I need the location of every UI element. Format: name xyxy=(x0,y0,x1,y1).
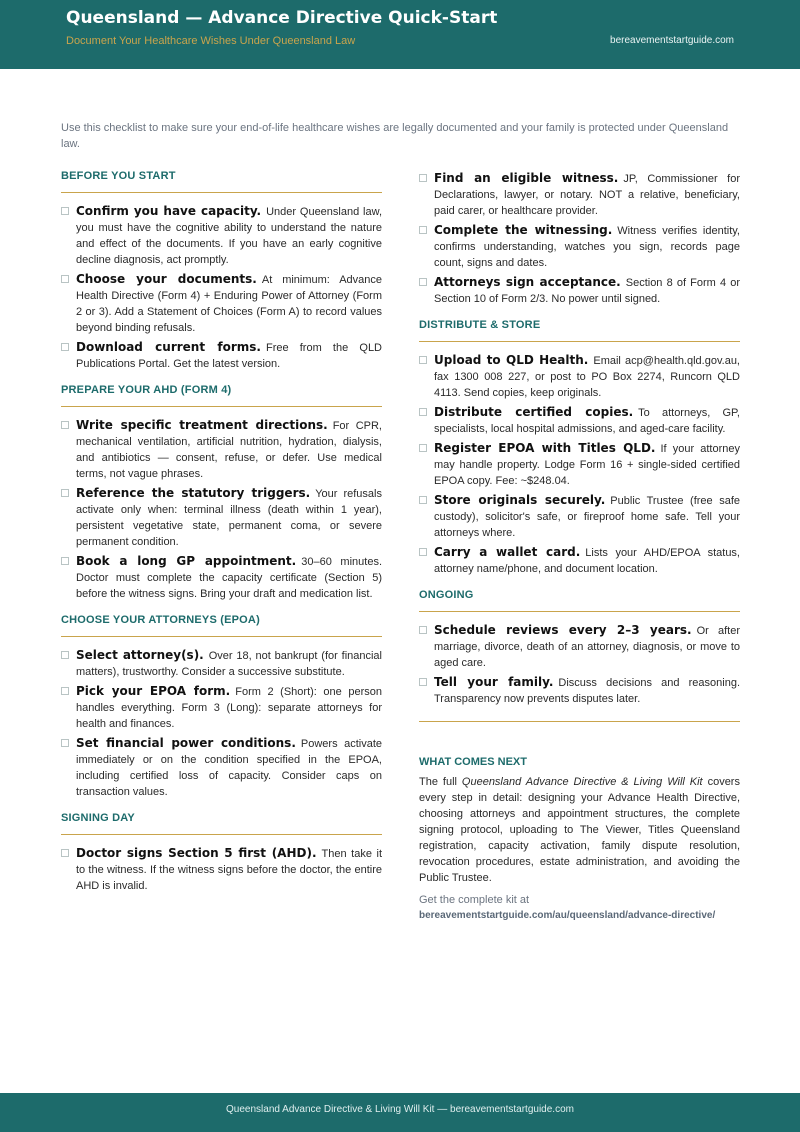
item-text: Under Queensland law, you must have the cognitive ability to understand the nature and effect of the documents. If you have an early cognitive decline diagnosis, act promptly. xyxy=(76,206,382,266)
checklist-item xyxy=(419,170,740,219)
checklist-item xyxy=(61,417,382,482)
checklist-item xyxy=(419,492,740,541)
checklist-item xyxy=(419,404,740,437)
checklist-item xyxy=(419,674,740,707)
kit-title: Queensland Advance Directive & Living Will Kit xyxy=(461,776,703,788)
item-text: If your attorney may handle property. Lodge Form 16 + single-sided certified EPOA copy. Fee: ~$248.04. xyxy=(434,443,740,487)
page-subtitle: Document Your Healthcare Wishes Under Queensland Law xyxy=(66,35,356,47)
checklist xyxy=(61,647,382,800)
checkbox[interactable] xyxy=(419,408,427,416)
checklist xyxy=(61,417,382,602)
item-title: Carry a wallet card. xyxy=(434,545,581,559)
checkbox[interactable] xyxy=(61,275,69,283)
page-title: Queensland — Advance Directive Quick-Start xyxy=(66,8,498,28)
checkbox[interactable] xyxy=(61,489,69,497)
checklist xyxy=(61,203,382,372)
item-title: Select attorney(s). xyxy=(76,648,204,662)
section-heading: CHOOSE YOUR ATTORNEYS (EPOA) xyxy=(61,614,382,637)
checklist xyxy=(419,352,740,577)
item-title: Doctor signs Section 5 first (AHD). xyxy=(76,846,317,860)
item-title: Upload to QLD Health. xyxy=(434,353,589,367)
item-text: Form 2 (Short): one person handles everything. Form 3 (Long): separate attorneys for health and finances. xyxy=(76,686,382,730)
intro-text: Use this checklist to make sure your end-of-life healthcare wishes are legally documented and your family is protected under Queensland law. xyxy=(61,122,729,150)
item-title: Write specific treatment directions. xyxy=(76,418,328,432)
checkbox[interactable] xyxy=(61,207,69,215)
checklist-item xyxy=(419,274,740,307)
section-heading: PREPARE YOUR AHD (FORM 4) xyxy=(61,384,382,407)
left-column xyxy=(61,170,382,897)
page-header xyxy=(0,0,800,69)
page-footer: Queensland Advance Directive & Living Will Kit — bereavementstartguide.com xyxy=(0,1093,800,1132)
checkbox[interactable] xyxy=(61,651,69,659)
checklist-item xyxy=(61,339,382,372)
item-title: Reference the statutory triggers. xyxy=(76,486,311,500)
item-title: Attorneys sign acceptance. xyxy=(434,275,621,289)
item-title: Download current forms. xyxy=(76,340,261,354)
checklist-item xyxy=(419,352,740,401)
item-title: Tell your family. xyxy=(434,675,554,689)
checkbox[interactable] xyxy=(61,343,69,351)
section-divider xyxy=(419,721,740,722)
checklist-item xyxy=(61,271,382,336)
right-column xyxy=(419,170,740,924)
item-text: Over 18, not bankrupt (for financial matters), trustworthy. Consider a successive substitute. xyxy=(76,650,382,678)
item-text: Email acp@health.qld.gov.au, fax 1300 008 227, or post to PO Box 2274, Runcorn QLD 4113. Send copies, keep originals. xyxy=(434,355,740,399)
item-title: Confirm you have capacity. xyxy=(76,204,262,218)
checkbox[interactable] xyxy=(61,421,69,429)
next-body-start: The full xyxy=(419,776,462,788)
item-title: Pick your EPOA form. xyxy=(76,684,231,698)
checklist-item xyxy=(419,622,740,671)
item-title: Set financial power conditions. xyxy=(76,736,296,750)
checkbox[interactable] xyxy=(61,687,69,695)
section-heading: SIGNING DAY xyxy=(61,812,382,835)
checklist-item xyxy=(419,440,740,489)
what-comes-next-heading: WHAT COMES NEXT xyxy=(419,756,527,768)
item-text: Free from the QLD Publications Portal. Get the latest version. xyxy=(76,342,383,370)
checklist-item xyxy=(61,553,382,602)
what-comes-next-body xyxy=(419,774,740,886)
checkbox[interactable] xyxy=(419,678,427,686)
section-heading: ONGOING xyxy=(419,589,740,612)
item-title: Book a long GP appointment. xyxy=(76,554,297,568)
checklist xyxy=(61,845,382,894)
checklist-item xyxy=(61,203,382,268)
checklist-item xyxy=(419,544,740,577)
item-text: To attorneys, GP, specialists, local hospital admissions, and aged-care facility. xyxy=(434,407,740,435)
item-title: Choose your documents. xyxy=(76,272,257,286)
checkbox[interactable] xyxy=(419,174,427,182)
checkbox[interactable] xyxy=(419,496,427,504)
checkbox[interactable] xyxy=(419,278,427,286)
checklist-item xyxy=(61,735,382,800)
item-title: Distribute certified copies. xyxy=(434,405,634,419)
checkbox[interactable] xyxy=(61,849,69,857)
checkbox[interactable] xyxy=(419,444,427,452)
item-text: Then take it to the witness. If the witness signs before the doctor, the entire AHD is invalid. xyxy=(76,848,383,892)
item-text: JP, Commissioner for Declarations, lawyer, or notary. NOT a relative, beneficiary, paid carer, or healthcare provider. xyxy=(434,173,740,217)
item-text: Powers activate immediately or on the condition specified in the EPOA, including certified loss of capacity. Consider caps on transaction values. xyxy=(76,738,382,798)
checklist-item xyxy=(61,485,382,550)
item-text: Witness verifies identity, confirms understanding, watches you sign, records page count, signs and dates. xyxy=(434,225,740,269)
item-text: Or after marriage, divorce, death of an attorney, diagnosis, or move to aged care. xyxy=(434,625,740,669)
item-text: 30–60 minutes. Doctor must complete the capacity certificate (Section 5) before the witness signs. Bring your draft and medication list. xyxy=(76,556,383,600)
item-text: Section 8 of Form 4 or Section 10 of Form 2/3. No power until signed. xyxy=(434,277,740,305)
get-kit-text: Get the complete kit at xyxy=(419,894,530,906)
checklist-item xyxy=(61,647,382,680)
item-title: Store originals securely. xyxy=(434,493,606,507)
item-text: Public Trustee (free safe custody), solicitor's safe, or fireproof home safe. Tell your attorneys where. xyxy=(434,495,741,539)
checkbox[interactable] xyxy=(419,226,427,234)
item-title: Schedule reviews every 2–3 years. xyxy=(434,623,692,637)
item-title: Find an eligible witness. xyxy=(434,171,619,185)
kit-link[interactable]: bereavementstartguide.com/au/queensland/advance-directive/ xyxy=(419,910,716,921)
checkbox[interactable] xyxy=(419,548,427,556)
checklist-item xyxy=(61,845,382,894)
checkbox[interactable] xyxy=(61,557,69,565)
item-text: Lists your AHD/EPOA status, attorney name/phone, and document location. xyxy=(434,547,740,575)
item-title: Complete the witnessing. xyxy=(434,223,613,237)
section-heading: BEFORE YOU START xyxy=(61,170,382,193)
section-heading: DISTRIBUTE & STORE xyxy=(419,319,740,342)
item-text: Your refusals activate only when: terminal illness (death within 1 year), persistent vegetative state, permanent coma, or severe permanent condition. xyxy=(76,488,382,548)
item-title: Register EPOA with Titles QLD. xyxy=(434,441,656,455)
checklist-item xyxy=(61,683,382,732)
next-body-end: covers every step in detail: designing your Advance Health Directive, choosing attorneys and appointment structures, the complete signing protocol, uploading to The Viewer, Titles Queensland registration, capacity activation, family dispute resolution, revocation procedures, estate administration, and avoiding the Public Trustee. xyxy=(419,776,740,884)
item-text: Discuss decisions and reasoning. Transparency now prevents disputes later. xyxy=(434,677,740,705)
checkbox[interactable] xyxy=(61,739,69,747)
checklist-item xyxy=(419,222,740,271)
item-text: For CPR, mechanical ventilation, artificial nutrition, hydration, dialysis, and antibiotics — consent, refuse, or defer. Use medical terms, not vague phrases. xyxy=(76,420,382,480)
checklist xyxy=(419,622,740,707)
checkbox[interactable] xyxy=(419,356,427,364)
signing-day-continued-list xyxy=(419,170,740,307)
header-site-link[interactable]: bereavementstartguide.com xyxy=(610,35,734,46)
item-text: At minimum: Advance Health Directive (Form 4) + Enduring Power of Attorney (Form 2 or 3). Add a Statement of Choices (Form A) to record values beyond binding refusals. xyxy=(76,274,382,334)
checkbox[interactable] xyxy=(419,626,427,634)
